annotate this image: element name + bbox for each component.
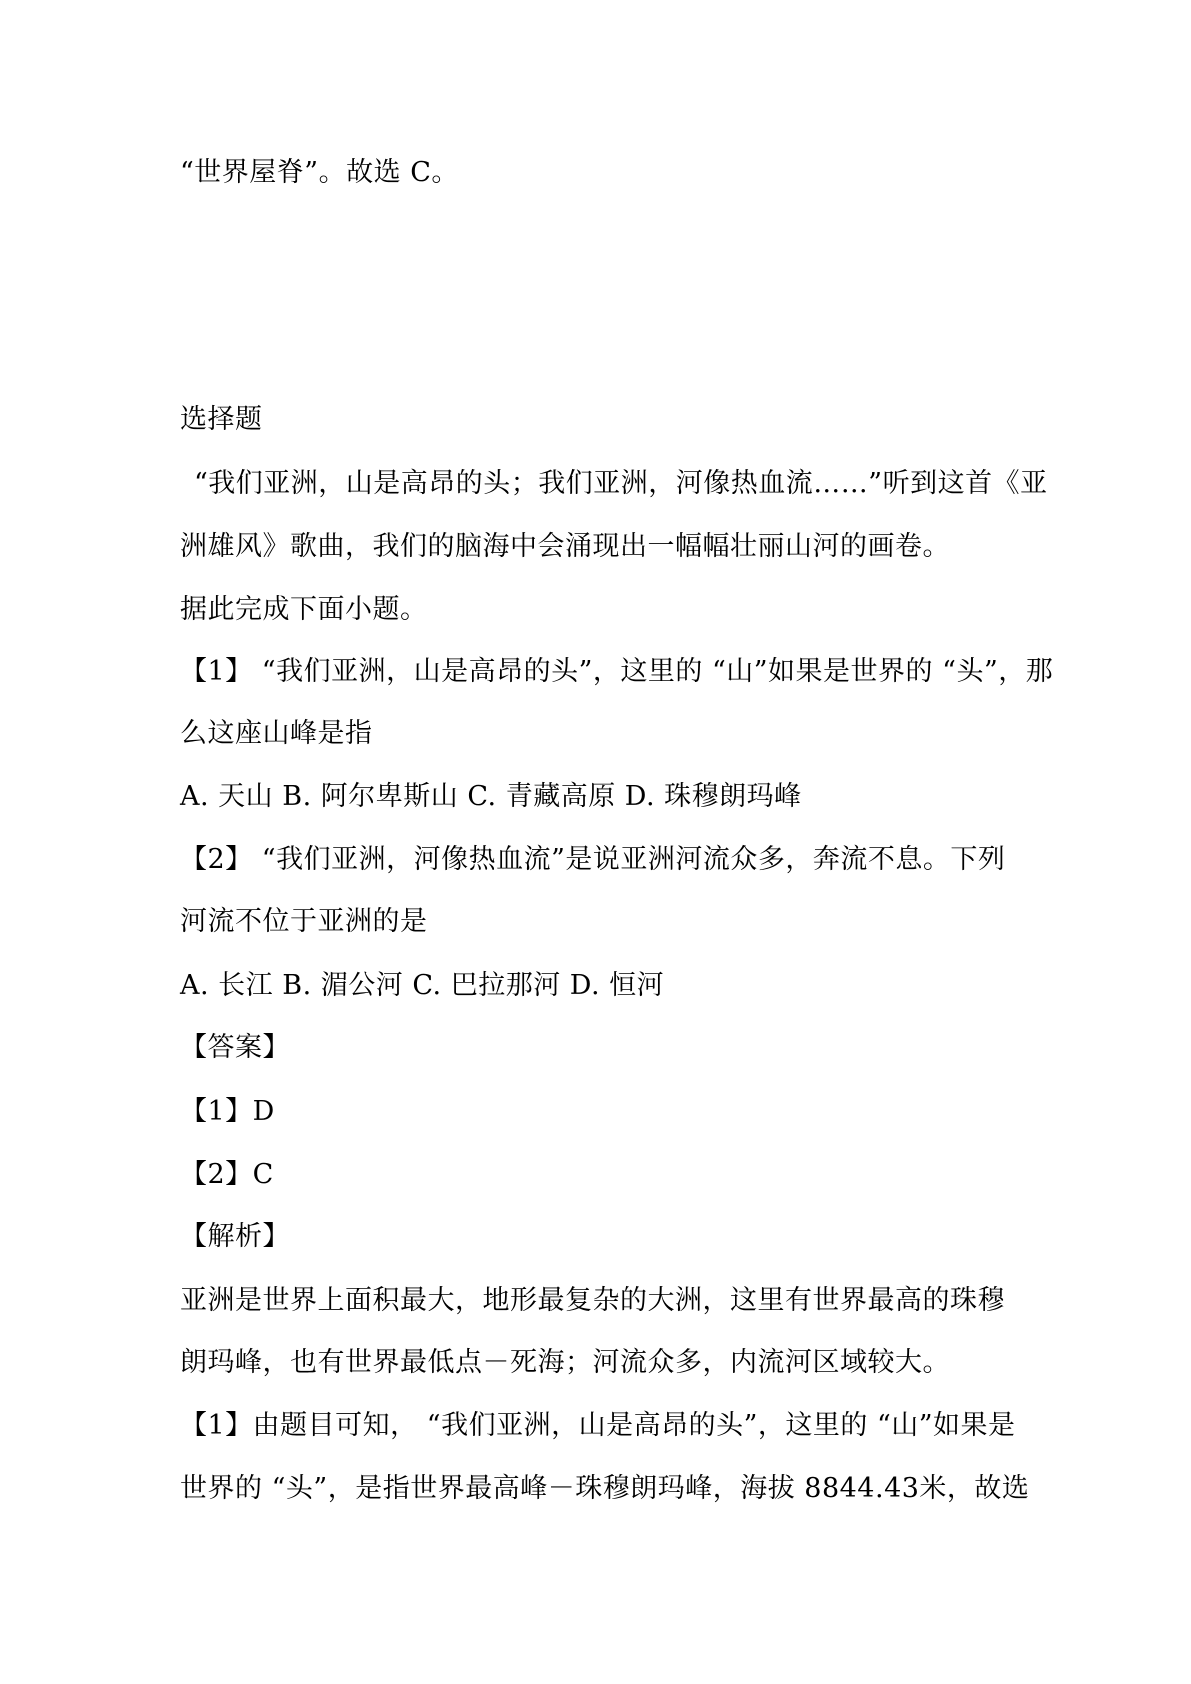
answer-2: 【2】C <box>180 1159 274 1190</box>
instruction-line: 据此完成下面小题。 <box>180 594 428 625</box>
analysis-line-1: 亚洲是世界上面积最大，地形最复杂的大洲，这里有世界最高的珠穆 <box>180 1285 1005 1316</box>
analysis-q1-line-2: 世界的 “头”，是指世界最高峰－珠穆朗玛峰，海拔 8844.43米，故选 <box>180 1473 1030 1504</box>
previous-answer-conclusion: “世界屋脊”。故选 C。 <box>180 157 459 188</box>
question-2-line-2: 河流不位于亚洲的是 <box>180 906 428 937</box>
analysis-line-2: 朗玛峰，也有世界最低点－死海；河流众多，内流河区域较大。 <box>180 1347 950 1378</box>
question-1-line-2: 么这座山峰是指 <box>180 718 373 749</box>
question-2-line-1: 【2】 “我们亚洲，河像热血流”是说亚洲河流众多，奔流不息。下列 <box>180 844 1006 875</box>
question-1-options: A. 天山 B. 阿尔卑斯山 C. 青藏高原 D. 珠穆朗玛峰 <box>180 781 802 812</box>
question-type-heading: 选择题 <box>180 404 263 435</box>
question-2-options: A. 长江 B. 湄公河 C. 巴拉那河 D. 恒河 <box>180 970 665 1001</box>
analysis-q1-line-1: 【1】由题目可知， “我们亚洲，山是高昂的头”，这里的 “山”如果是 <box>180 1410 1016 1441</box>
passage-line-1: “我们亚洲，山是高昂的头；我们亚洲，河像热血流……”听到这首《亚 <box>194 468 1048 499</box>
analysis-heading: 【解析】 <box>180 1221 290 1252</box>
question-1-line-1: 【1】 “我们亚洲，山是高昂的头”，这里的 “山”如果是世界的 “头”，那 <box>180 656 1054 687</box>
passage-line-2: 洲雄风》歌曲，我们的脑海中会涌现出一幅幅壮丽山河的画卷。 <box>180 531 950 562</box>
answer-heading: 【答案】 <box>180 1032 290 1063</box>
answer-1: 【1】D <box>180 1096 275 1127</box>
